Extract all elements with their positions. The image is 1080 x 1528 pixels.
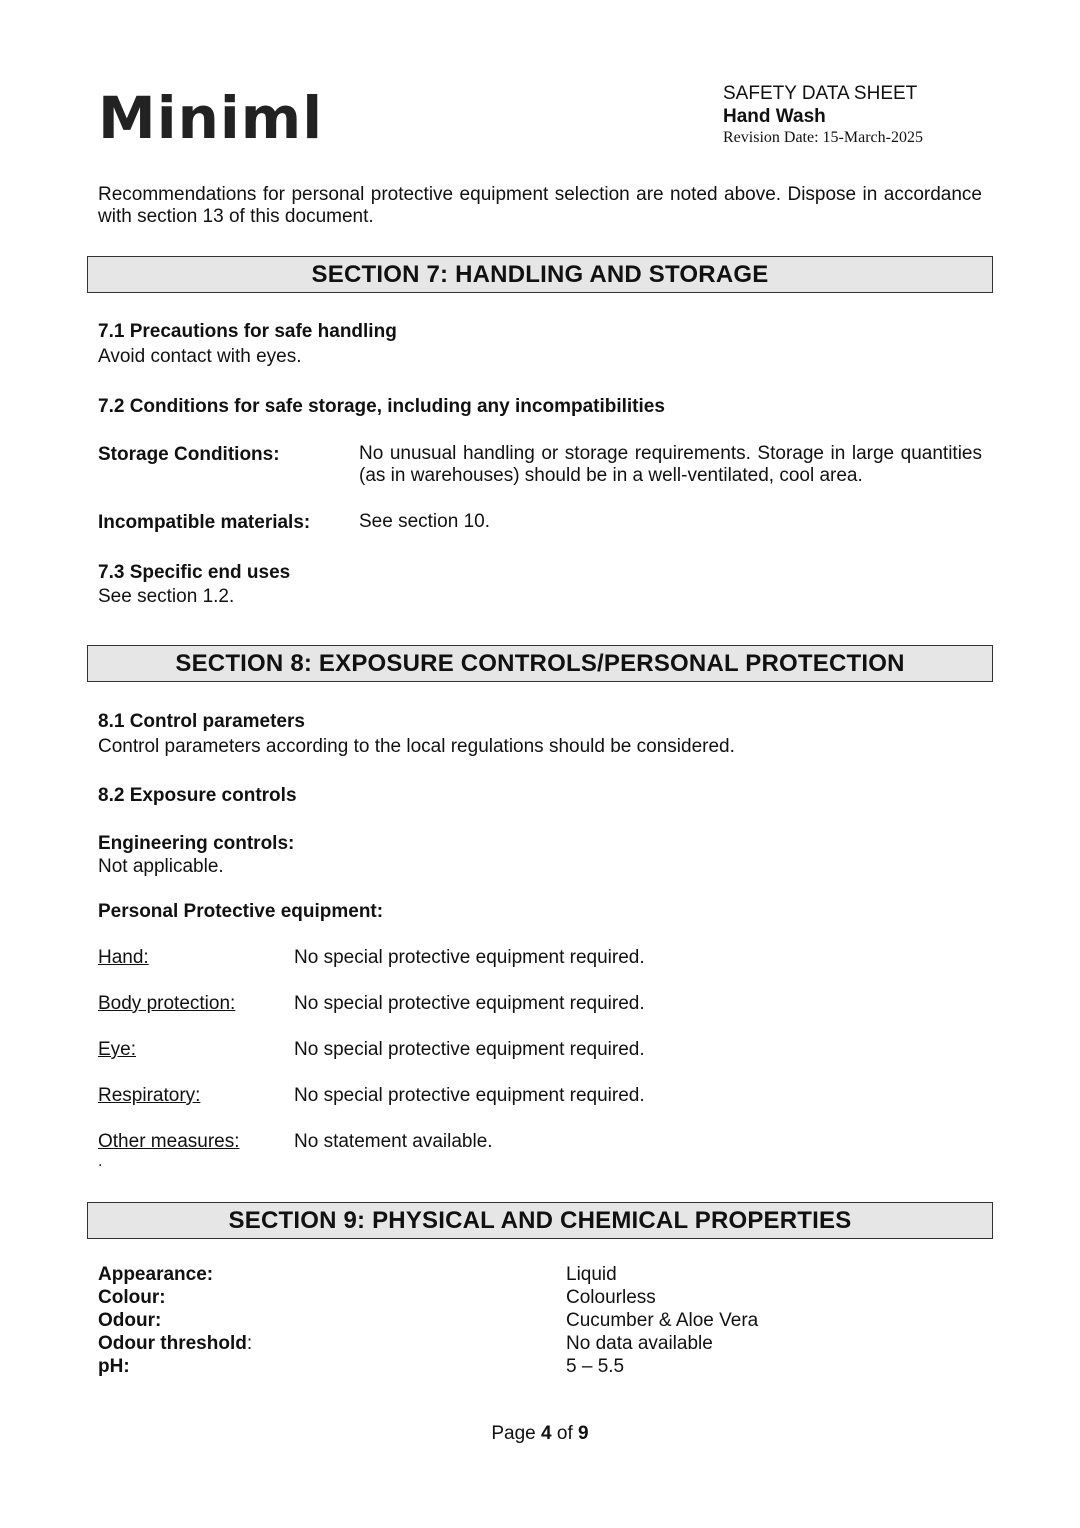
s73-heading: 7.3 Specific end uses bbox=[98, 562, 291, 583]
page-footer bbox=[0, 1423, 1080, 1445]
storage-label: Storage Conditions: bbox=[98, 444, 280, 465]
ppe-label-eye: Eye: bbox=[98, 1039, 137, 1060]
s81-heading: 8.1 Control parameters bbox=[98, 711, 305, 732]
prop-value-odour-threshold: No data available bbox=[566, 1333, 713, 1354]
page-of: of bbox=[556, 1423, 573, 1444]
ppe-value-hand: No special protective equipment required. bbox=[294, 947, 645, 968]
product-name: Hand Wash bbox=[723, 106, 826, 127]
intro-text: Recommendations for personal protective equipment selection are noted above. Dispose in accordance with section 13 of this document. bbox=[98, 184, 982, 227]
prop-value-odour: Cucumber & Aloe Vera bbox=[566, 1310, 759, 1331]
engineering-text: Not applicable. bbox=[98, 856, 224, 877]
doc-type: SAFETY DATA SHEET bbox=[723, 83, 918, 104]
revision-date: Revision Date: 15-March-2025 bbox=[723, 129, 923, 146]
ppe-label-other: Other measures: bbox=[98, 1131, 240, 1152]
page-current: 4 bbox=[541, 1423, 552, 1444]
prop-label-ph: pH: bbox=[98, 1356, 130, 1377]
s81-text: Control parameters according to the local regulations should be considered. bbox=[98, 736, 735, 757]
s82-heading: 8.2 Exposure controls bbox=[98, 785, 297, 806]
miniml-logo bbox=[98, 76, 324, 152]
ppe-label-hand: Hand: bbox=[98, 947, 149, 968]
storage-value: No unusual handling or storage requirements. Storage in large quantities (as in warehouses) should be in a well-ventilated, cool area. bbox=[359, 443, 982, 486]
ppe-value-other: No statement available. bbox=[294, 1131, 493, 1152]
prop-label-odour: Odour: bbox=[98, 1310, 162, 1331]
section-8-title: SECTION 8: EXPOSURE CONTROLS/PERSONAL PROTECTION bbox=[87, 645, 993, 682]
prop-label-appearance: Appearance: bbox=[98, 1264, 214, 1285]
ppe-value-eye: No special protective equipment required. bbox=[294, 1039, 645, 1060]
ppe-value-respiratory: No special protective equipment required. bbox=[294, 1085, 645, 1106]
prop-label-colour: Colour: bbox=[98, 1287, 166, 1308]
logo-text: Miniml bbox=[98, 84, 324, 152]
odour-threshold-colon: : bbox=[246, 1333, 253, 1354]
s73-text: See section 1.2. bbox=[98, 586, 235, 607]
ppe-label-respiratory: Respiratory: bbox=[98, 1085, 201, 1106]
ppe-heading: Personal Protective equipment: bbox=[98, 901, 384, 922]
prop-label-odour-threshold bbox=[98, 1332, 252, 1355]
s71-heading: 7.1 Precautions for safe handling bbox=[98, 321, 397, 342]
s71-text: Avoid contact with eyes. bbox=[98, 346, 302, 367]
section-7-title: SECTION 7: HANDLING AND STORAGE bbox=[87, 256, 993, 293]
ppe-value-body: No special protective equipment required. bbox=[294, 993, 645, 1014]
stray-dot: . bbox=[98, 1153, 103, 1170]
prop-value-ph: 5 – 5.5 bbox=[566, 1356, 625, 1377]
s72-heading: 7.2 Conditions for safe storage, including any incompatibilities bbox=[98, 396, 665, 417]
incompat-value: See section 10. bbox=[359, 511, 490, 532]
odour-threshold-label-text: Odour threshold bbox=[98, 1333, 247, 1354]
prop-value-appearance: Liquid bbox=[566, 1264, 617, 1285]
page-total: 9 bbox=[578, 1423, 589, 1444]
page-prefix: Page bbox=[491, 1423, 536, 1444]
section-9-title: SECTION 9: PHYSICAL AND CHEMICAL PROPERTIES bbox=[87, 1202, 993, 1239]
ppe-label-body: Body protection: bbox=[98, 993, 236, 1014]
prop-value-colour: Colourless bbox=[566, 1287, 656, 1308]
engineering-heading: Engineering controls: bbox=[98, 833, 295, 854]
document-header bbox=[723, 82, 923, 147]
incompat-label: Incompatible materials: bbox=[98, 512, 311, 533]
